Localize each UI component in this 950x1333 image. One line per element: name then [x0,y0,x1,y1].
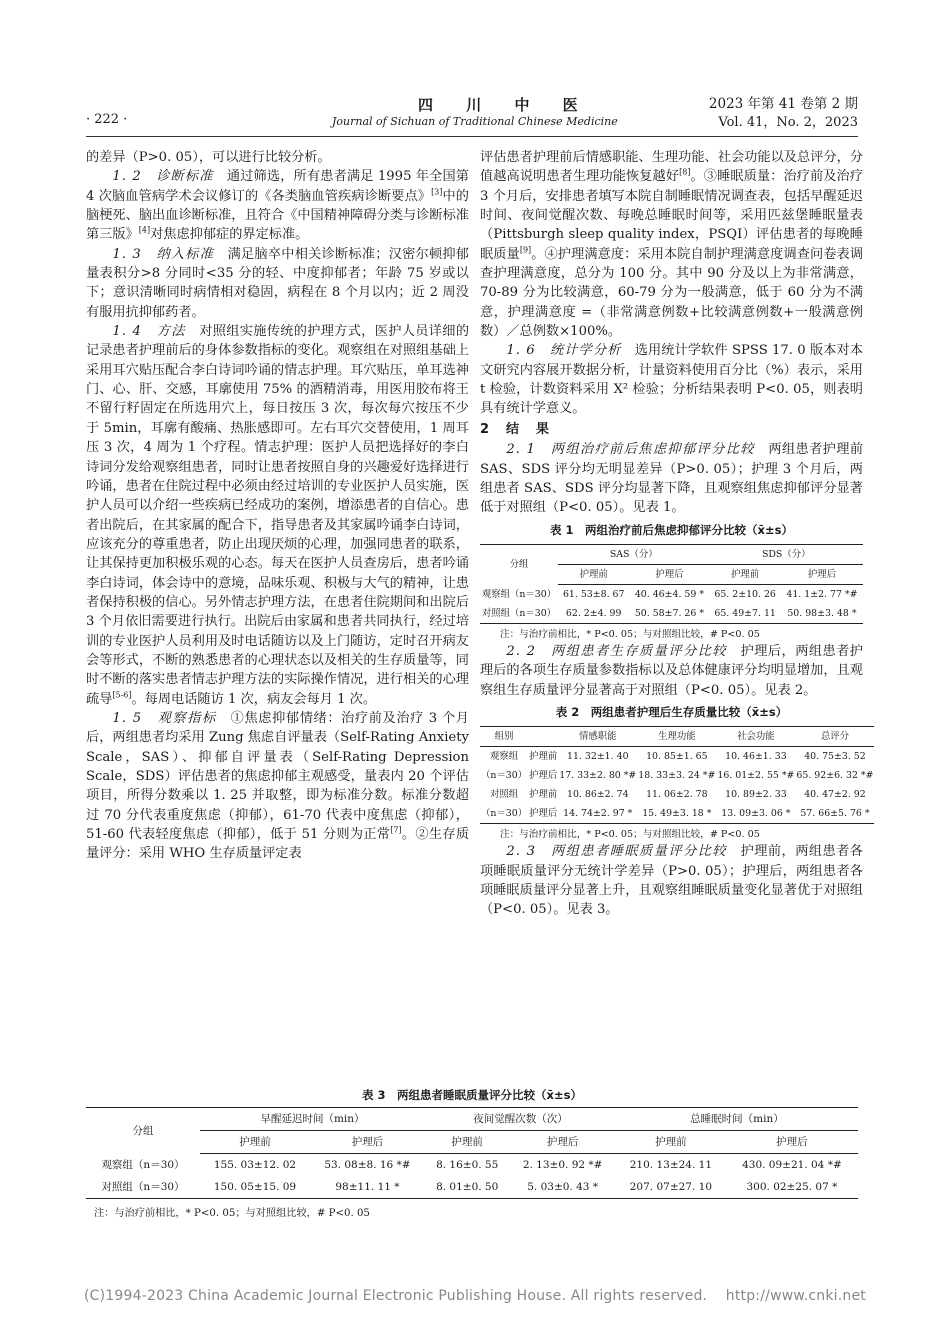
section-1-5: 1. 5 观察指标 ①焦虑抑郁情绪：治疗前及治疗 3 个月后，两组患者均采用 Zung 焦虑自评量表（Self-Rating Anxiety Scale，SAS）、抑郁自评量表（Self-Rating Depression Scale，SDS）评估患者的焦虑抑郁主观感受，量表内 20 个评估项目，所得分数乘以 1. 25 并取整，即为标准分数。标准分数超过 70 分代表重度焦虑（抑郁），61-70 代表中度焦虑（抑郁），51-60 代表轻度焦虑（抑郁），低于 51 分则为正常[7]。②生存质量评分：采用 WHO 生存质量评定表 [86,710,470,862]
citation: [5-6] [112,690,132,700]
journal-title-en: Journal of Sichuan of Traditional Chinese Medicine [332,115,618,128]
table-row: 对照组 护理前 10. 86±2. 74 11. 06±2. 78 10. 89±2. 33 40. 47±2. 92 [489,789,866,801]
table-row: （n＝30） 护理后 17. 33±2. 80 *# 18. 33±3. 24 *# 16. 01±2. 55 *# 65. 92±6. 32 *# [481,770,874,782]
table-header: 护理后 [509,1131,616,1154]
table-header: 社会功能 [716,727,795,747]
table-note: 注：与治疗前相比，* P<0. 05；与对照组比较，# P<0. 05 [500,829,760,841]
section-2-title: 2 结 果 [480,421,552,437]
paragraph: 的差异（P>0. 05），可以进行比较分析。 [86,150,331,165]
right-column [480,148,874,920]
section-heading: 1. 4 方法 [112,324,186,340]
table-header [528,727,558,747]
paragraph: 评估患者护理前后情感职能、生理功能、社会功能以及总评分，分值越高说明患者生理功能恢复越好[8]。③睡眠质量：治疗前及治疗 3 个月后，安排患者填写本院自制睡眠情况调查表，包括早醒延迟时间、夜间觉醒次数、每晚总睡眠时间等，采用匹兹堡睡眠量表（Pittsburgh sleep quality index，PSQI）评估患者的每晚睡眠质量[9]。④护理满意度：采用本院自制护理满意度调查问卷表调查护理满意度，总分为 100 分。其中 90 分及以上为非常满意，70-89 分为比较满意，60-79 分为一般满意，低于 60 分为不满意，护理满意度 =（非常满意例数+比较满意例数+一般满意例数）／总例数×100%。 [480,150,864,340]
citation: [8] [679,167,691,177]
table-header: 生理功能 [637,727,716,747]
table-header: 护理后 [310,1131,425,1154]
section-heading: 2. 3 两组患者睡眠质量评分比较 [506,844,727,860]
table-header: SAS（分） [558,544,709,564]
table-caption: 表 2 两组患者护理后生存质量比较（x̄±s） [555,704,788,719]
citation: [9] [519,245,532,255]
section-2-2: 2. 2 两组患者生存质量评分比较 护理后，两组患者护理后的各项生存质量参数指标以及总体健康评分均明显增加，且观察组生存质量评分显著高于对照组（P<0. 05）。见表 2。 [480,643,863,698]
section-1-2: 1. 2 诊断标准 通过筛选，所有患者满足 1995 年全国第 4 次脑血管病学术会议修订的《各类脑血管疾病诊断要点》[3]中的脑梗死、脑出血诊断标准，且符合《中国精神障碍分类与诊断标准第三版》[4]对焦虑抑郁症的界定标准。 [86,169,469,243]
table-row: 观察组 护理前 11. 32±1. 40 10. 85±1. 65 10. 46±1. 33 40. 75±3. 52 [489,751,866,763]
table-header: 总睡眠时间（min） [616,1108,858,1131]
table-caption: 表 1 两组治疗前后焦虑抑郁评分比较（x̄±s） [550,522,793,537]
journal-title-cn: 四 川 中 医 [418,96,592,114]
section-heading: 1. 2 诊断标准 [112,169,214,185]
table-row: 对照组（n＝30） 62. 2±4. 99 50. 58±7. 26 * 65. 49±7. 11 50. 98±3. 48 * [480,604,863,624]
table-caption: 表 3 两组患者睡眠质量评分比较（x̄±s） [362,1088,582,1102]
table-header: 总评分 [795,727,874,747]
section-1-4: 1. 4 方法 对照组实施传统的护理方式，医护人员详细的记录患者护理前后的身体参数指标的变化。观察组在对照组基础上采用耳穴贴压配合李白诗词吟诵的情志护理。耳穴贴压，单耳选神门、心、肝、交感，耳廓使用 75% 的酒精消毒，用医用胶布将王不留行籽固定在所选用穴上，每日按压 3 次，每次每穴按压不少于 5min，耳廓有酸痛、热胀感即可。左右耳穴交替使用，1 周耳压 3 次，4 周为 1 个疗程。情志护理：医护人员把选择好的李白诗词分发给观察组患者，同时让患者按照自身的兴趣爱好选择进行吟诵，患者在住院过程中必须由经过培训的专业医护人员实施，医护人员可以介绍一些疾病已经成功的案例，增添患者的自信心。患者出院后，在其家属的配合下，指导患者及其家属吟诵李白诗词，应该充分的尊重患者，防止出现厌烦的心理，加强同患者的联系，让其保持更加积极乐观的心态。每天在医护人员查房后，患者吟诵李白诗词，体会诗中的意境，品味乐观、积极与大气的精神，让患者保持积极的信心。另外情志护理方法，在患者住院期间和出院后 3 个月依旧需要进行执行。出院后由家属和患者共同执行，经过培训的专业医护人员利用及时电话随访以及上门随访，定时召开病友会等形式，不断的熟悉患者的心理状态以及相关的生存质量等，同时不断的落实患者情志护理方法的实际操作情况，进行相关的心理疏导[5-6]。每周电话随访 1 次，病友会每月 1 次。 [86,324,470,707]
citation: [3] [431,187,443,197]
table-header: 分组 [86,1108,200,1154]
table-header: 护理后 [726,1131,858,1154]
section-1-6: 1. 6 统计学分析 选用统计学软件 SPSS 17. 0 版本对本文研究内容展开数据分析，计量资料使用百分比（%）表示，采用 t 检验，计数资料采用 X² 检验；分析结果表明 P<0. 05，则表明具有统计学意义。 [480,343,864,417]
table-header: 护理前 [558,564,629,584]
table-header: 分组 [480,544,558,584]
page-number: · 222 · [86,112,128,127]
table-3 [86,1084,858,1221]
table-header: 护理前 [709,564,780,584]
section-heading: 2. 2 两组患者生存质量评分比较 [506,643,727,659]
table-header: 情感职能 [558,727,637,747]
section-1-3: 1. 3 纳入标准 满足脑卒中相关诊断标准；汉密尔顿抑郁量表积分>8 分同时<35 分的轻、中度抑郁者；年龄 75 岁或以下；意识清晰同时病情相对稳固，病程在 8 个月以内；近 2 周没有服用抗抑郁药者。 [86,246,469,320]
table-header: 护理后 [781,564,863,584]
copyright-footer: (C)1994-2023 China Academic Journal Electronic Publishing House. All rights reserved. http://www.cnki.net [84,1288,866,1304]
section-heading: 1. 5 观察指标 [112,710,217,726]
left-column [86,148,469,864]
table-row: （n＝30） 护理后 14. 74±2. 97 * 15. 49±3. 18 * 13. 09±3. 06 * 57. 66±5. 76 * [480,804,874,824]
table-header: SDS（分） [709,544,863,564]
table-header: 组别 [480,727,528,747]
table-header: 夜间觉醒次数（次） [425,1108,616,1131]
table-note: 注：与治疗前相比，* P<0. 05；与对照组比较，# P<0. 05 [94,1208,370,1219]
table-header: 护理前 [425,1131,509,1154]
table-header: 护理后 [629,564,709,584]
table-header: 早醒延迟时间（min） [200,1108,425,1131]
section-2-1: 2. 1 两组治疗前后焦虑抑郁评分比较 两组患者护理前 SAS、SDS 评分均无明显差异（P>0. 05）；护理 3 个月后，两组患者 SAS、SDS 评分均显著下降，且观察组焦虑抑郁评分显著低于对照组（P<0. 05）。见表 1。 [480,442,864,516]
table-row: 观察组（n＝30） 61. 53±8. 67 40. 46±4. 59 * 65. 2±10. 26 41. 1±2. 77 *# [481,588,858,600]
section-heading: 1. 6 统计学分析 [506,343,622,359]
table-2 [480,703,874,842]
section-heading: 2. 1 两组治疗前后焦虑抑郁评分比较 [506,442,755,458]
citation: [7] [390,825,402,835]
issue-info: 2023 年第 41 卷第 2 期 [708,96,858,112]
header-rule [86,136,858,137]
volume-info: Vol. 41，No. 2，2023 [718,115,858,130]
running-header [86,92,858,134]
citation: [4] [138,225,151,235]
table-row: 对照组（n＝30） 150. 05±15. 09 98±11. 11 * 8. 01±0. 50 5. 03±0. 43 * 207. 07±27. 10 300. 02±25. 07 * [86,1176,858,1199]
table-note: 注：与治疗前相比，* P<0. 05；与对照组比较，# P<0. 05 [500,628,760,640]
table-header: 护理前 [616,1131,726,1154]
table-header: 护理前 [200,1131,310,1154]
table-row: 观察组（n＝30） 155. 03±12. 02 53. 08±8. 16 *# 8. 16±0. 55 2. 13±0. 92 *# 210. 13±24. 11 430. 09±21. 04 *# [101,1158,842,1171]
section-2-3: 2. 3 两组患者睡眠质量评分比较 护理前，两组患者各项睡眠质量评分无统计学差异（P>0. 05）；护理后，两组患者各项睡眠质量评分显著上升，且观察组睡眠质量变化显著优于对照组（P<0. 05）。见表 3。 [480,844,863,918]
table-1 [480,521,863,642]
section-heading: 1. 3 纳入标准 [112,246,215,262]
